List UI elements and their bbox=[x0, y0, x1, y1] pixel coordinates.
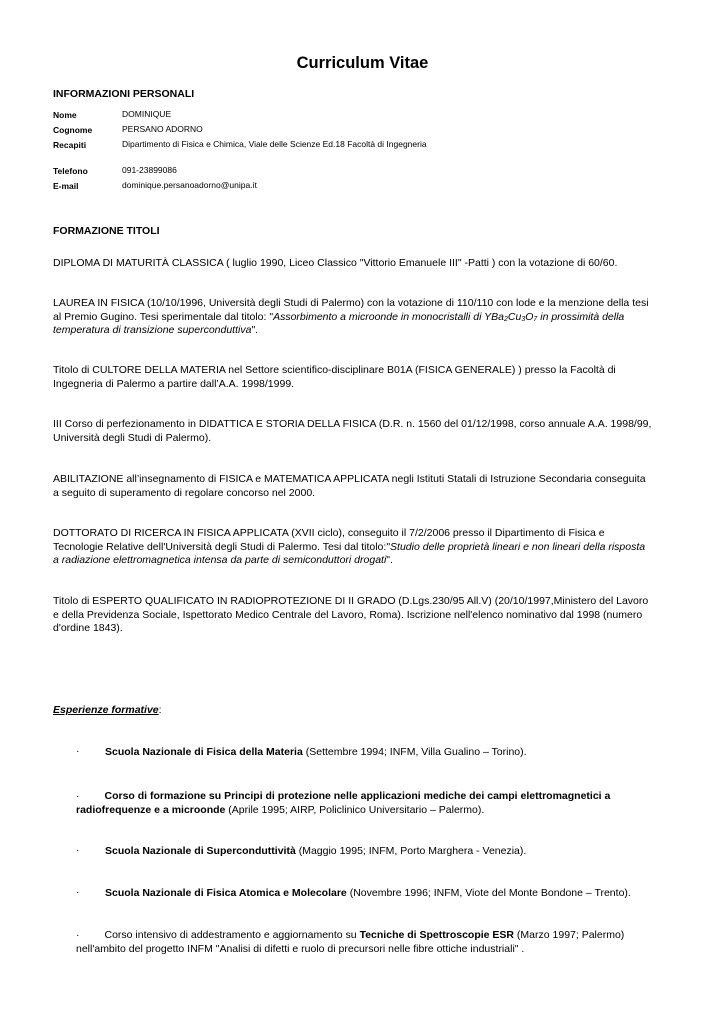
phone-value: 091-23899086 bbox=[122, 165, 177, 175]
dottorato-paragraph: DOTTORATO DI RICERCA IN FISICA APPLICATA (XVII ciclo), conseguito il 7/2/2006 presso il Dipartimento di Fisica e Tecnologie Relative dell'Università degli Studi di Palermo. Tesi dal titolo:"Studio delle proprietà lineari e non lineari della risposta a radiazione elettromagnetica intensa da parte di semiconduttori drogati". bbox=[53, 527, 646, 566]
abilitazione-paragraph: ABILITAZIONE all’insegnamento di FISICA e MATEMATICA APPLICATA negli Istituti Statali di Istruzione Secondaria conseguita a seguito di superamento di regolare concorso nel 2000. bbox=[53, 473, 646, 499]
list-item: Scuola Nazionale di Fisica della Materia (Settembre 1994; INFM, Villa Gualino – Torino). bbox=[105, 746, 527, 758]
address-value: Dipartimento di Fisica e Chimica, Viale delle Scienze Ed.18 Facoltà di Ingegneria bbox=[122, 139, 427, 149]
list-item: Scuola Nazionale di Fisica Atomica e Molecolare (Novembre 1996; INFM, Viote del Monte Bondone – Trento). bbox=[105, 887, 631, 899]
bullet: · bbox=[76, 886, 80, 898]
bullet: · bbox=[76, 929, 80, 941]
surname-value: PERSANO ADORNO bbox=[122, 124, 203, 134]
bullet: · bbox=[76, 745, 80, 757]
surname-label: Cognome bbox=[53, 125, 93, 135]
esperto-paragraph: Titolo di ESPERTO QUALIFICATO IN RADIOPROTEZIONE DI II GRADO (D.Lgs.230/95 All.V) (20/10/1997,Ministero del Lavoro e della Previdenza Sociale, Ispettorato Medico Centrale del Lavoro, Roma). Iscrizione nell'elenco nominativo dal 1998 (numero d'ordine 1843). bbox=[53, 595, 649, 634]
personal-heading: INFORMAZIONI PERSONALI bbox=[53, 88, 195, 100]
bullet: · bbox=[76, 790, 80, 802]
list-item: · Corso di formazione su Principi di protezione nelle applicazioni mediche dei campi elettromagnetici a radiofrequenze e a microonde (Aprile 1995; AIRP, Policlinico Universitario – Palermo). bbox=[76, 790, 611, 816]
cultore-paragraph: Titolo di CULTORE DELLA MATERIA nel Settore scientifico-disciplinare B01A (FISICA GENERALE) ) presso la Facoltà di Ingegneria di Palermo a partire dall’A.A. 1998/1999. bbox=[53, 364, 616, 390]
email-value[interactable]: dominique.persanoadorno@unipa.it bbox=[122, 180, 257, 190]
corso-paragraph: III Corso di perfezionamento in DIDATTICA E STORIA DELLA FISICA (D.R. n. 1560 del 01/12/1998, corso annuale A.A. 1998/99, Università degli Studi di Palermo). bbox=[53, 418, 652, 444]
address-label: Recapiti bbox=[53, 140, 87, 150]
bullet: · bbox=[76, 844, 80, 856]
titles-heading: FORMAZIONE TITOLI bbox=[53, 225, 160, 237]
name-label: Nome bbox=[53, 110, 77, 120]
name-value: DOMINIQUE bbox=[122, 109, 172, 119]
esperienze-heading: Esperienze formative: bbox=[53, 704, 162, 716]
email-label: E-mail bbox=[53, 181, 79, 191]
list-item: · Corso intensivo di addestramento e aggiornamento su Tecniche di Spettroscopie ESR (Marzo 1997; Palermo) nell'ambito del progetto INFM "Analisi di difetti e ruolo di precursori nelle fibre ottiche industriali" . bbox=[76, 929, 625, 955]
page-title: Curriculum Vitae bbox=[296, 54, 429, 72]
diploma-paragraph: DIPLOMA DI MATURITÀ CLASSICA ( luglio 1990, Liceo Classico "Vittorio Emanuele III" -Patti ) con la votazione di 60/60. bbox=[53, 257, 618, 269]
laurea-paragraph: LAUREA IN FISICA (10/10/1996, Università degli Studi di Palermo) con la votazione di 110/110 con lode e la menzione della tesi al Premio Gugino. Tesi sperimentale dal titolo: "Assorbimento a microonde in monocristalli di $YBa_2Cu_3O_7$ in prossimità della temperatura di transizione superconduttiva". bbox=[53, 297, 649, 336]
list-item: Scuola Nazionale di Superconduttività (Maggio 1995; INFM, Porto Marghera - Venezia). bbox=[105, 845, 527, 857]
phone-label: Telefono bbox=[53, 166, 88, 176]
